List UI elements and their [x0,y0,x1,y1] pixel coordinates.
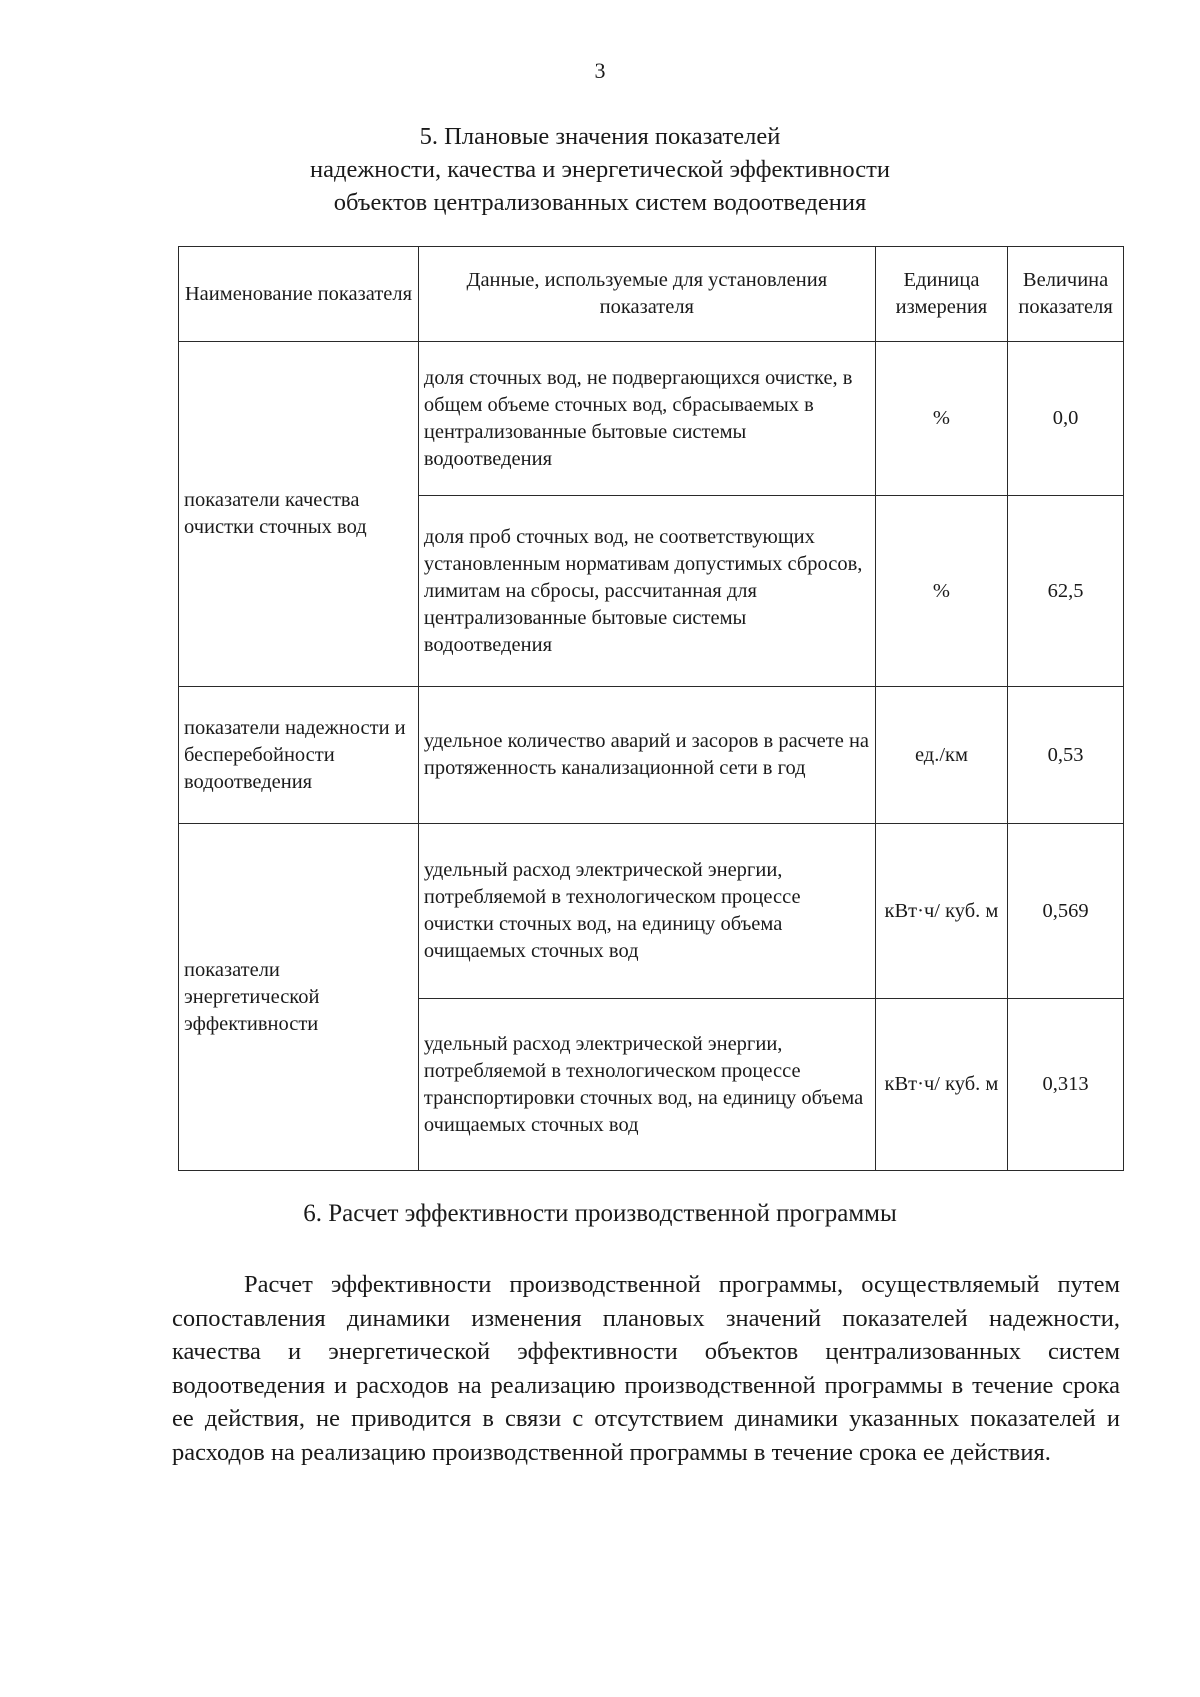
section6-paragraph: Расчет эффективности производственной программы, осуществляемый путем сопоставления динамики изменения плановых значений показателей надежности, качества и энергетической эффективности объектов централизованных систем водоотведения и расходов на реализацию производственной программы в течение срока ее действия, не приводится в связи с отсутствием динамики указанных показателей и расходов на реализацию производственной программы в течение срока ее действия. [172,1271,1120,1466]
row-value: 0,53 [1008,687,1124,824]
section5-title-line-1: 5. Плановые значения показателей [419,123,781,150]
row-value: 0,569 [1008,824,1124,999]
section5-title [0,120,1200,219]
row-value: 62,5 [1008,496,1124,687]
header-data-used: Данные, используемые для установления показателя [418,247,875,342]
table-row [179,687,1124,824]
table-header-row [179,247,1124,342]
header-value: Величина показателя [1008,247,1124,342]
section6-title: 6. Расчет эффективности производственной программы [303,1200,897,1227]
row-unit: ед./км [875,687,1007,824]
row-unit: % [875,496,1007,687]
section5-title-line-3: объектов централизованных систем водоотведения [333,189,867,216]
row-description: доля проб сточных вод, не соответствующих установленным нормативам допустимых сбросов, лимитам на сбросы, рассчитанная для централизованные бытовые системы водоотведения [418,496,875,687]
row-value: 0,313 [1008,999,1124,1171]
header-unit: Единица измерения [875,247,1007,342]
row-description: удельный расход электрической энергии, потребляемой в технологическом процессе очистки сточных вод, на единицу объема очищаемых сточных вод [418,824,875,999]
indicators-table [178,246,1124,1171]
section5-title-line-2: надежности, качества и энергетической эффективности [310,156,890,183]
group-name-reliability: показатели надежности и бесперебойности водоотведения [179,687,419,824]
row-value: 0,0 [1008,342,1124,496]
row-description: удельный расход электрической энергии, потребляемой в технологическом процессе транспортировки сточных вод, на единицу объема очищаемых сточных вод [418,999,875,1171]
group-name-energy: показатели энергетической эффективности [179,824,419,1171]
row-description: удельное количество аварий и засоров в расчете на протяженность канализационной сети в год [418,687,875,824]
header-indicator-name: Наименование показателя [179,247,419,342]
table-row [179,342,1124,496]
page-number: 3 [594,58,606,83]
row-description: доля сточных вод, не подвергающихся очистке, в общем объеме сточных вод, сбрасываемых в централизованные бытовые системы водоотведения [418,342,875,496]
table-row [179,824,1124,999]
row-unit: % [875,342,1007,496]
group-name-quality: показатели качества очистки сточных вод [179,342,419,687]
row-unit: кВт·ч/ куб. м [875,824,1007,999]
row-unit: кВт·ч/ куб. м [875,999,1007,1171]
